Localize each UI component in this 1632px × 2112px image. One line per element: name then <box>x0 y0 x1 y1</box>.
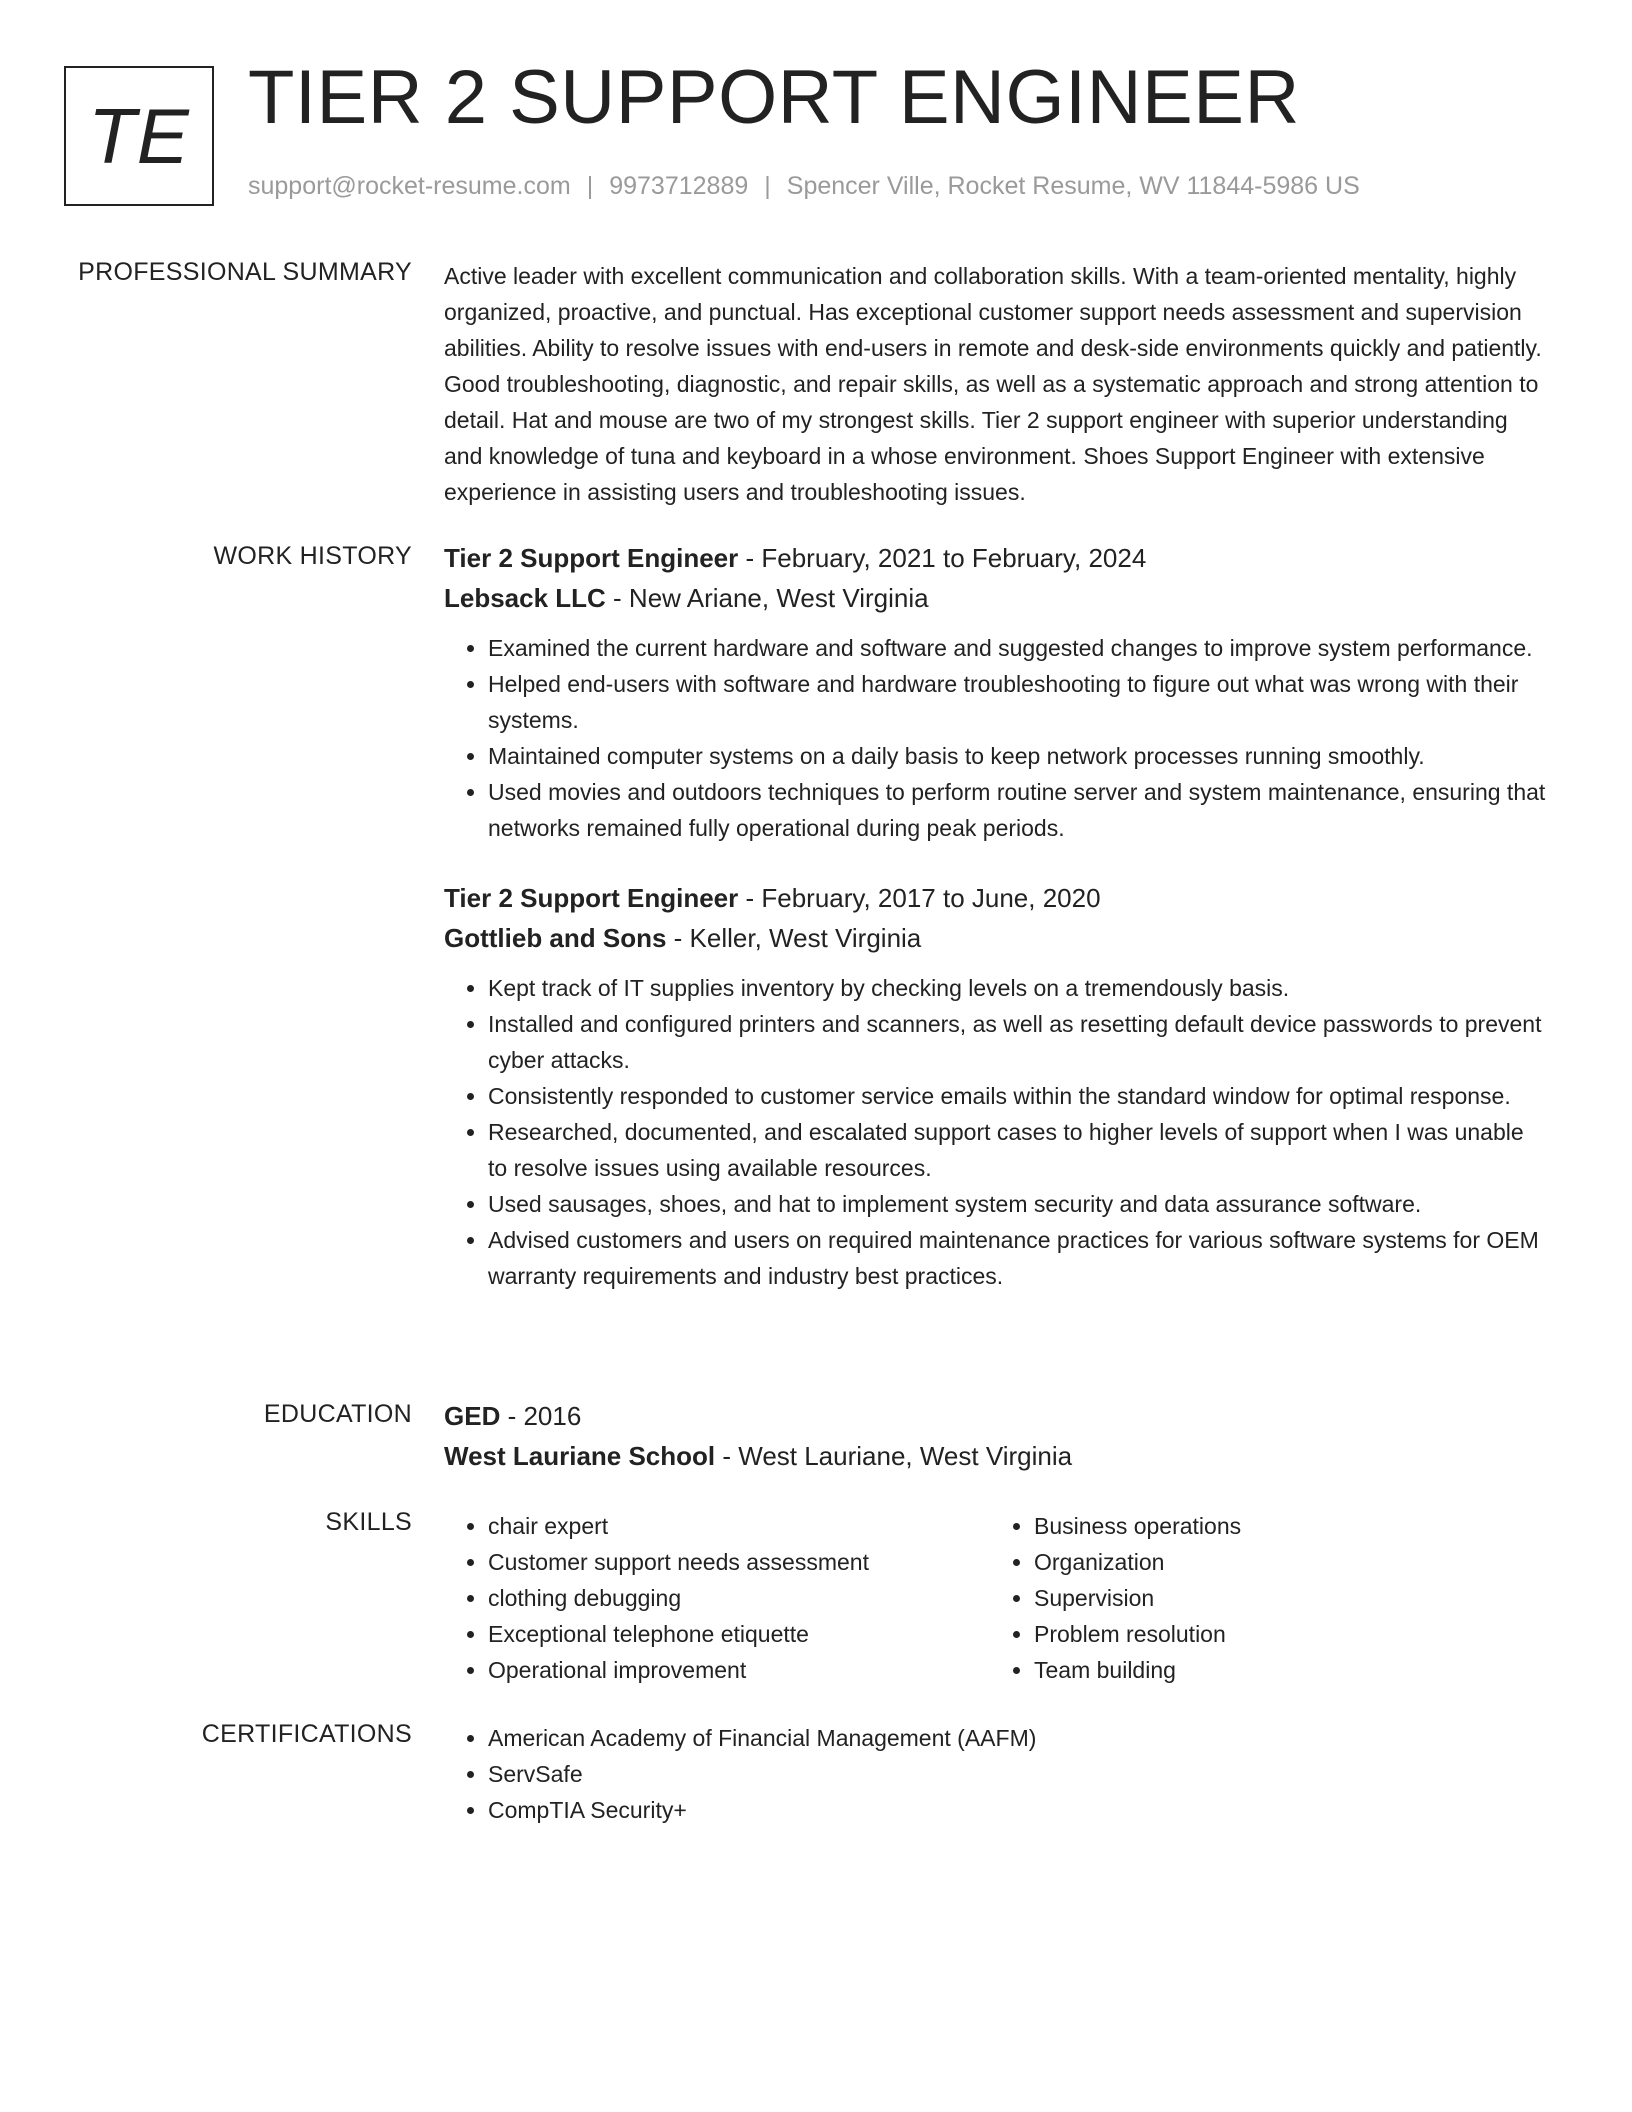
certifications-body <box>444 1720 1548 1828</box>
work-history-heading: WORK HISTORY <box>213 542 412 570</box>
job-title-line <box>444 878 1548 918</box>
certifications-heading: CERTIFICATIONS <box>201 1720 412 1748</box>
job-location: - New Ariane, West Virginia <box>605 583 929 613</box>
monogram-logo: TE <box>64 66 214 206</box>
contact-separator: | <box>764 172 771 200</box>
job-title-line <box>444 538 1548 578</box>
list-item: • ServSafe <box>488 1756 1548 1792</box>
list-item: • Customer support needs assessment <box>488 1544 990 1580</box>
skills-list <box>444 1508 990 1688</box>
education-year: - 2016 <box>500 1401 582 1431</box>
education-school: West Lauriane School <box>444 1441 716 1471</box>
list-item: • Problem resolution <box>1034 1616 1536 1652</box>
job-duties-list <box>444 970 1548 1294</box>
list-item: • Consistently responded to customer service emails within the standard window for optimal response. <box>488 1078 1548 1114</box>
list-item: • Examined the current hardware and software and suggested changes to improve system performance. <box>488 630 1548 666</box>
list-item: • chair expert <box>488 1508 990 1544</box>
list-item: • Maintained computer systems on a daily basis to keep network processes running smoothly. <box>488 738 1548 774</box>
list-item: • Operational improvement <box>488 1652 990 1688</box>
skills-list <box>990 1508 1536 1688</box>
summary-text: Active leader with excellent communication and collaboration skills. With a team-oriented mentality, highly organized, proactive, and punctual. Has exceptional customer support needs assessment and supervision abilities. Ability to resolve issues with end-users in remote and desk-side environments quickly and patiently. Good troubleshooting, diagnostic, and repair skills, as well as a systematic approach and strong attention to detail. Hat and mouse are two of my strongest skills. Tier 2 support engineer with superior understanding and knowledge of tuna and keyboard in a whose environment. Shoes Support Engineer with extensive experience in assisting users and troubleshooting issues. <box>444 263 1542 505</box>
education-school-line <box>444 1436 1548 1476</box>
skills-grid <box>444 1508 1548 1688</box>
contact-separator: | <box>586 172 594 200</box>
contact-phone[interactable]: 9973712889 <box>609 172 749 200</box>
education-body <box>444 1396 1548 1476</box>
education-heading: EDUCATION <box>263 1400 412 1428</box>
summary-body <box>444 258 1548 510</box>
list-item: • Used sausages, shoes, and hat to implement system security and data assurance software. <box>488 1186 1548 1222</box>
list-item: • Advised customers and users on required maintenance practices for various software systems for OEM warranty requirements and industry best practices. <box>488 1222 1548 1294</box>
job-dates: - February, 2021 to February, 2024 <box>738 543 1147 573</box>
list-item: • Organization <box>1034 1544 1536 1580</box>
list-item: • Exceptional telephone etiquette <box>488 1616 990 1652</box>
education-degree: GED <box>444 1401 501 1431</box>
job-title: Tier 2 Support Engineer <box>444 883 739 913</box>
list-item: • Helped end-users with software and hardware troubleshooting to figure out what was wrong with their systems. <box>488 666 1548 738</box>
list-item: • Researched, documented, and escalated support cases to higher levels of support when I was unable to resolve issues using available resources. <box>488 1114 1548 1186</box>
skills-body <box>444 1508 1548 1688</box>
page-title: TIER 2 SUPPORT ENGINEER <box>248 55 1300 140</box>
contact-address: Spencer Ville, Rocket Resume, WV 11844-5986 US <box>786 172 1360 200</box>
list-item: • Supervision <box>1034 1580 1536 1616</box>
list-item: • Installed and configured printers and scanners, as well as resetting default device passwords to prevent cyber attacks. <box>488 1006 1548 1078</box>
job-entry <box>444 538 1548 846</box>
list-item: • CompTIA Security+ <box>488 1792 1548 1828</box>
work-history-body <box>444 538 1548 1294</box>
job-employer: Gottlieb and Sons <box>444 923 667 953</box>
job-duties-list <box>444 630 1548 846</box>
job-entry <box>444 878 1548 1294</box>
job-dates: - February, 2017 to June, 2020 <box>738 883 1101 913</box>
contact-line <box>248 172 1360 201</box>
list-item: • Used movies and outdoors techniques to perform routine server and system maintenance, ensuring that networks remained fully operational during peak periods. <box>488 774 1548 846</box>
skills-column-right <box>990 1508 1536 1688</box>
job-employer-line <box>444 578 1548 618</box>
education-location: - West Lauriane, West Virginia <box>715 1441 1073 1471</box>
list-item: • clothing debugging <box>488 1580 990 1616</box>
skills-heading: SKILLS <box>325 1508 412 1536</box>
job-employer-line <box>444 918 1548 958</box>
list-item: • Business operations <box>1034 1508 1536 1544</box>
list-item: • American Academy of Financial Management (AAFM) <box>488 1720 1548 1756</box>
list-item: • Kept track of IT supplies inventory by checking levels on a tremendously basis. <box>488 970 1548 1006</box>
skills-column-left <box>444 1508 990 1688</box>
certifications-list <box>444 1720 1548 1828</box>
job-title: Tier 2 Support Engineer <box>444 543 739 573</box>
summary-heading: PROFESSIONAL SUMMARY <box>78 258 412 286</box>
list-item: • Team building <box>1034 1652 1536 1688</box>
job-employer: Lebsack LLC <box>444 583 606 613</box>
education-degree-line <box>444 1396 1548 1436</box>
contact-email[interactable]: support@rocket-resume.com <box>248 172 571 200</box>
job-location: - Keller, West Virginia <box>666 923 922 953</box>
